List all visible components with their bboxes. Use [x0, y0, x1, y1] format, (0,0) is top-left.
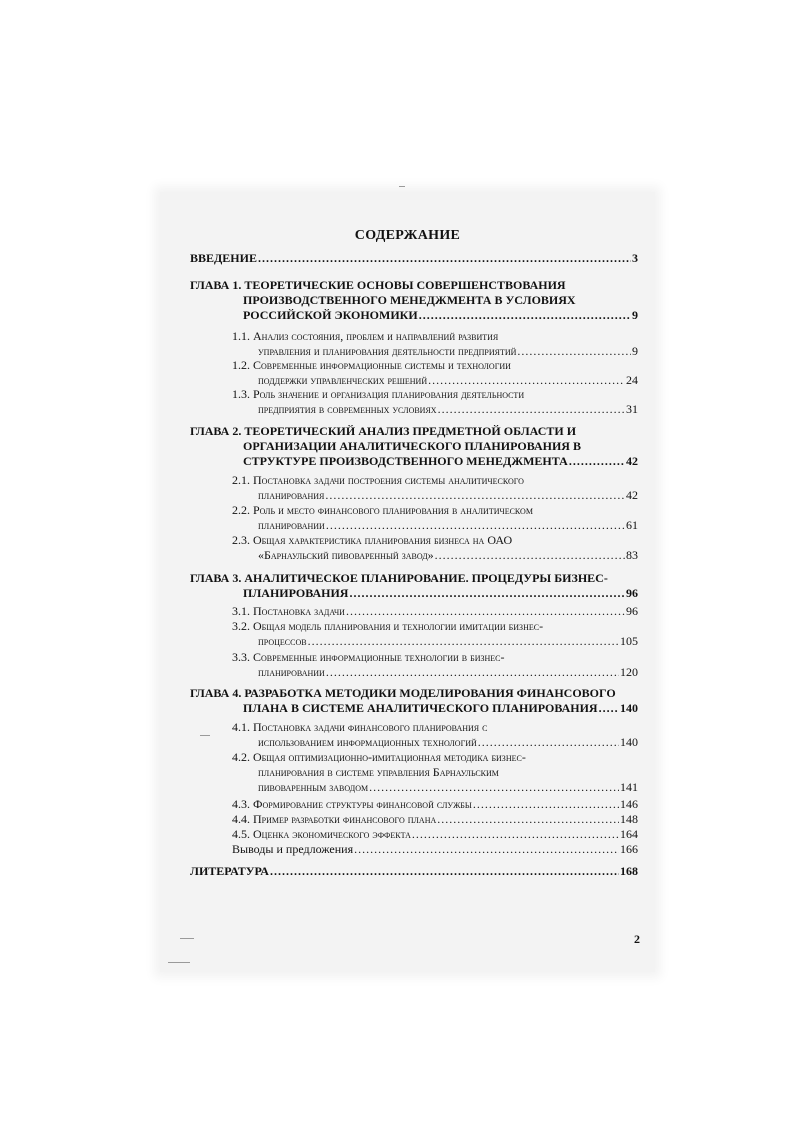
toc-page-number: 140	[620, 701, 638, 715]
section-1-2-line2: поддержки управленческих решений	[258, 373, 428, 387]
dot-leader	[435, 548, 625, 562]
toc-entry-section-3-2[interactable]	[258, 634, 638, 648]
toc-entry-chapter-1[interactable]	[243, 308, 638, 322]
chapter-4-heading-line2: ПЛАНА В СИСТЕМЕ АНАЛИТИЧЕСКОГО ПЛАНИРОВАНИЯ	[243, 701, 598, 715]
section-4-2-line3: пивоваренным заводом	[258, 780, 369, 794]
section-4-5-label: 4.5. Оценка экономического эффекта	[232, 827, 411, 841]
dot-leader	[569, 454, 625, 468]
section-3-3-line2: планировании	[258, 665, 325, 679]
toc-page-number: 146	[620, 797, 638, 811]
toc-page-number: 105	[620, 634, 638, 648]
section-2-3-line2: «Барнаульский пивоваренный завод»	[258, 548, 434, 562]
dot-leader	[428, 373, 625, 387]
section-3-2-line2: процессов	[258, 634, 307, 648]
section-2-2-line2: планировании	[258, 518, 325, 532]
toc-page-number: 31	[626, 402, 638, 416]
page-number: 2	[634, 932, 640, 946]
toc-entry-section-1-3[interactable]	[258, 402, 638, 416]
section-1-3-line2: предприятия в современных условиях	[258, 402, 437, 416]
toc-entry-literature[interactable]	[190, 864, 638, 878]
chapter-1-heading-line1[interactable]: ГЛАВА 1. ТЕОРЕТИЧЕСКИЕ ОСНОВЫ СОВЕРШЕНСТВОВАНИЯ	[190, 278, 566, 292]
dot-leader	[346, 604, 625, 618]
dot-leader	[599, 701, 619, 715]
toc-entry-section-4-5[interactable]	[232, 827, 638, 841]
toc-entry-section-3-3[interactable]	[258, 665, 638, 679]
toc-entry-section-4-4[interactable]	[232, 812, 638, 826]
chapter-2-heading-line1[interactable]: ГЛАВА 2. ТЕОРЕТИЧЕСКИЙ АНАЛИЗ ПРЕДМЕТНОЙ ОБЛАСТИ И	[190, 424, 577, 438]
chapter-2-heading-line3: СТРУКТУРЕ ПРОИЗВОДСТВЕННОГО МЕНЕДЖМЕНТА	[243, 454, 568, 468]
section-2-3-line1[interactable]: 2.3. Общая характеристика планирования бизнеса на ОАО	[232, 533, 513, 547]
chapter-1-heading-line3: РОССИЙСКОЙ ЭКОНОМИКИ	[243, 308, 418, 322]
toc-entry-section-1-2[interactable]	[258, 373, 638, 387]
toc-page-number: 42	[626, 488, 638, 502]
section-2-2-line1[interactable]: 2.2. Роль и место финансового планирования в аналитическом	[232, 503, 533, 517]
dot-leader	[325, 488, 625, 502]
chapter-2-heading-line2: ОРГАНИЗАЦИИ АНАЛИТИЧЕСКОГО ПЛАНИРОВАНИЯ В	[243, 439, 581, 453]
toc-entry-section-4-3[interactable]	[232, 797, 638, 811]
section-2-1-line2: планирования	[258, 488, 325, 502]
dot-leader	[419, 308, 631, 322]
toc-entry-section-4-2[interactable]	[258, 780, 638, 794]
dot-leader	[308, 634, 619, 648]
scan-speck	[180, 938, 194, 939]
toc-page-number: 96	[626, 586, 638, 600]
dot-leader	[412, 827, 619, 841]
section-4-1-line1[interactable]: 4.1. Постановка задачи финансового планирования с	[232, 720, 488, 734]
toc-page-number: 83	[626, 548, 638, 562]
literature-label: ЛИТЕРАТУРА	[190, 864, 269, 878]
toc-page-number: 9	[632, 308, 638, 322]
dot-leader	[270, 864, 619, 878]
toc-page-number: 164	[620, 827, 638, 841]
dot-leader	[258, 251, 631, 265]
dot-leader	[473, 797, 619, 811]
section-4-2-line2: планирования в системе управления Барнаульским	[258, 765, 499, 779]
dot-leader	[369, 780, 619, 794]
scan-speck	[200, 735, 210, 736]
toc-page-number: 24	[626, 373, 638, 387]
chapter-3-heading-line2: ПЛАНИРОВАНИЯ	[243, 586, 349, 600]
toc-page-number: 168	[620, 864, 638, 878]
scan-speck	[399, 186, 405, 187]
dot-leader	[349, 586, 625, 600]
toc-entry-chapter-3[interactable]	[243, 586, 638, 600]
chapter-4-heading-line1[interactable]: ГЛАВА 4. РАЗРАБОТКА МЕТОДИКИ МОДЕЛИРОВАНИЯ ФИНАНСОВОГО	[190, 686, 616, 700]
dot-leader	[438, 402, 625, 416]
section-3-1-label: 3.1. Постановка задачи	[232, 604, 345, 618]
toc-page-number: 166	[620, 842, 638, 856]
toc-entry-intro[interactable]	[190, 251, 638, 265]
toc-page-number: 3	[632, 251, 638, 265]
toc-page-number: 9	[632, 344, 638, 358]
toc-entry-chapter-4[interactable]	[243, 701, 638, 715]
toc-page-number: 141	[620, 780, 638, 794]
dot-leader	[437, 812, 619, 826]
toc-page-number: 42	[626, 454, 638, 468]
section-2-1-line1[interactable]: 2.1. Постановка задачи построения системы аналитического	[232, 473, 524, 487]
chapter-1-heading-line2: ПРОИЗВОДСТВЕННОГО МЕНЕДЖМЕНТА В УСЛОВИЯХ	[243, 293, 576, 307]
toc-page-number: 120	[620, 665, 638, 679]
dot-leader	[517, 344, 631, 358]
section-1-2-line1[interactable]: 1.2. Современные информационные системы и технологии	[232, 358, 511, 372]
section-4-1-line2: использованием информационных технологий	[258, 735, 477, 749]
chapter-3-heading-line1[interactable]: ГЛАВА 3. АНАЛИТИЧЕСКОЕ ПЛАНИРОВАНИЕ. ПРОЦЕДУРЫ БИЗНЕС-	[190, 571, 608, 585]
toc-entry-conclusions[interactable]	[232, 842, 638, 856]
section-1-3-line1[interactable]: 1.3. Роль значение и организация планирования деятельности	[232, 387, 525, 401]
toc-entry-section-4-1[interactable]	[258, 735, 638, 749]
section-1-1-line2: управления и планирования деятельности предприятий	[258, 344, 517, 358]
scan-speck	[168, 962, 190, 963]
toc-page-number: 96	[626, 604, 638, 618]
toc-entry-section-2-3[interactable]	[258, 548, 638, 562]
toc-title: СОДЕРЖАНИЕ	[354, 228, 461, 243]
toc-page-number: 61	[626, 518, 638, 532]
toc-entry-label: ВВЕДЕНИЕ	[190, 251, 257, 265]
section-3-3-line1[interactable]: 3.3. Современные информационные технологии в бизнес-	[232, 650, 505, 664]
dot-leader	[326, 665, 619, 679]
toc-entry-chapter-2[interactable]	[243, 454, 638, 468]
toc-entry-section-3-1[interactable]	[232, 604, 638, 618]
section-3-2-line1[interactable]: 3.2. Общая модель планирования и технологии имитации бизнес-	[232, 619, 544, 633]
toc-page-number: 140	[620, 735, 638, 749]
section-4-4-label: 4.4. Пример разработки финансового плана	[232, 812, 437, 826]
section-1-1-line1[interactable]: 1.1. Анализ состояния, проблем и направлений развития	[232, 329, 499, 343]
section-4-2-line1[interactable]: 4.2. Общая оптимизационно-имитационная методика бизнес-	[232, 750, 526, 764]
dot-leader	[478, 735, 619, 749]
conclusions-label: Выводы и предложения	[232, 842, 354, 856]
toc-entry-section-2-1[interactable]	[258, 488, 638, 502]
dot-leader	[354, 842, 619, 856]
dot-leader	[326, 518, 625, 532]
toc-page-number: 148	[620, 812, 638, 826]
toc-entry-section-1-1[interactable]	[258, 344, 638, 358]
toc-entry-section-2-2[interactable]	[258, 518, 638, 532]
section-4-3-label: 4.3. Формирование структуры финансовой службы	[232, 797, 472, 811]
